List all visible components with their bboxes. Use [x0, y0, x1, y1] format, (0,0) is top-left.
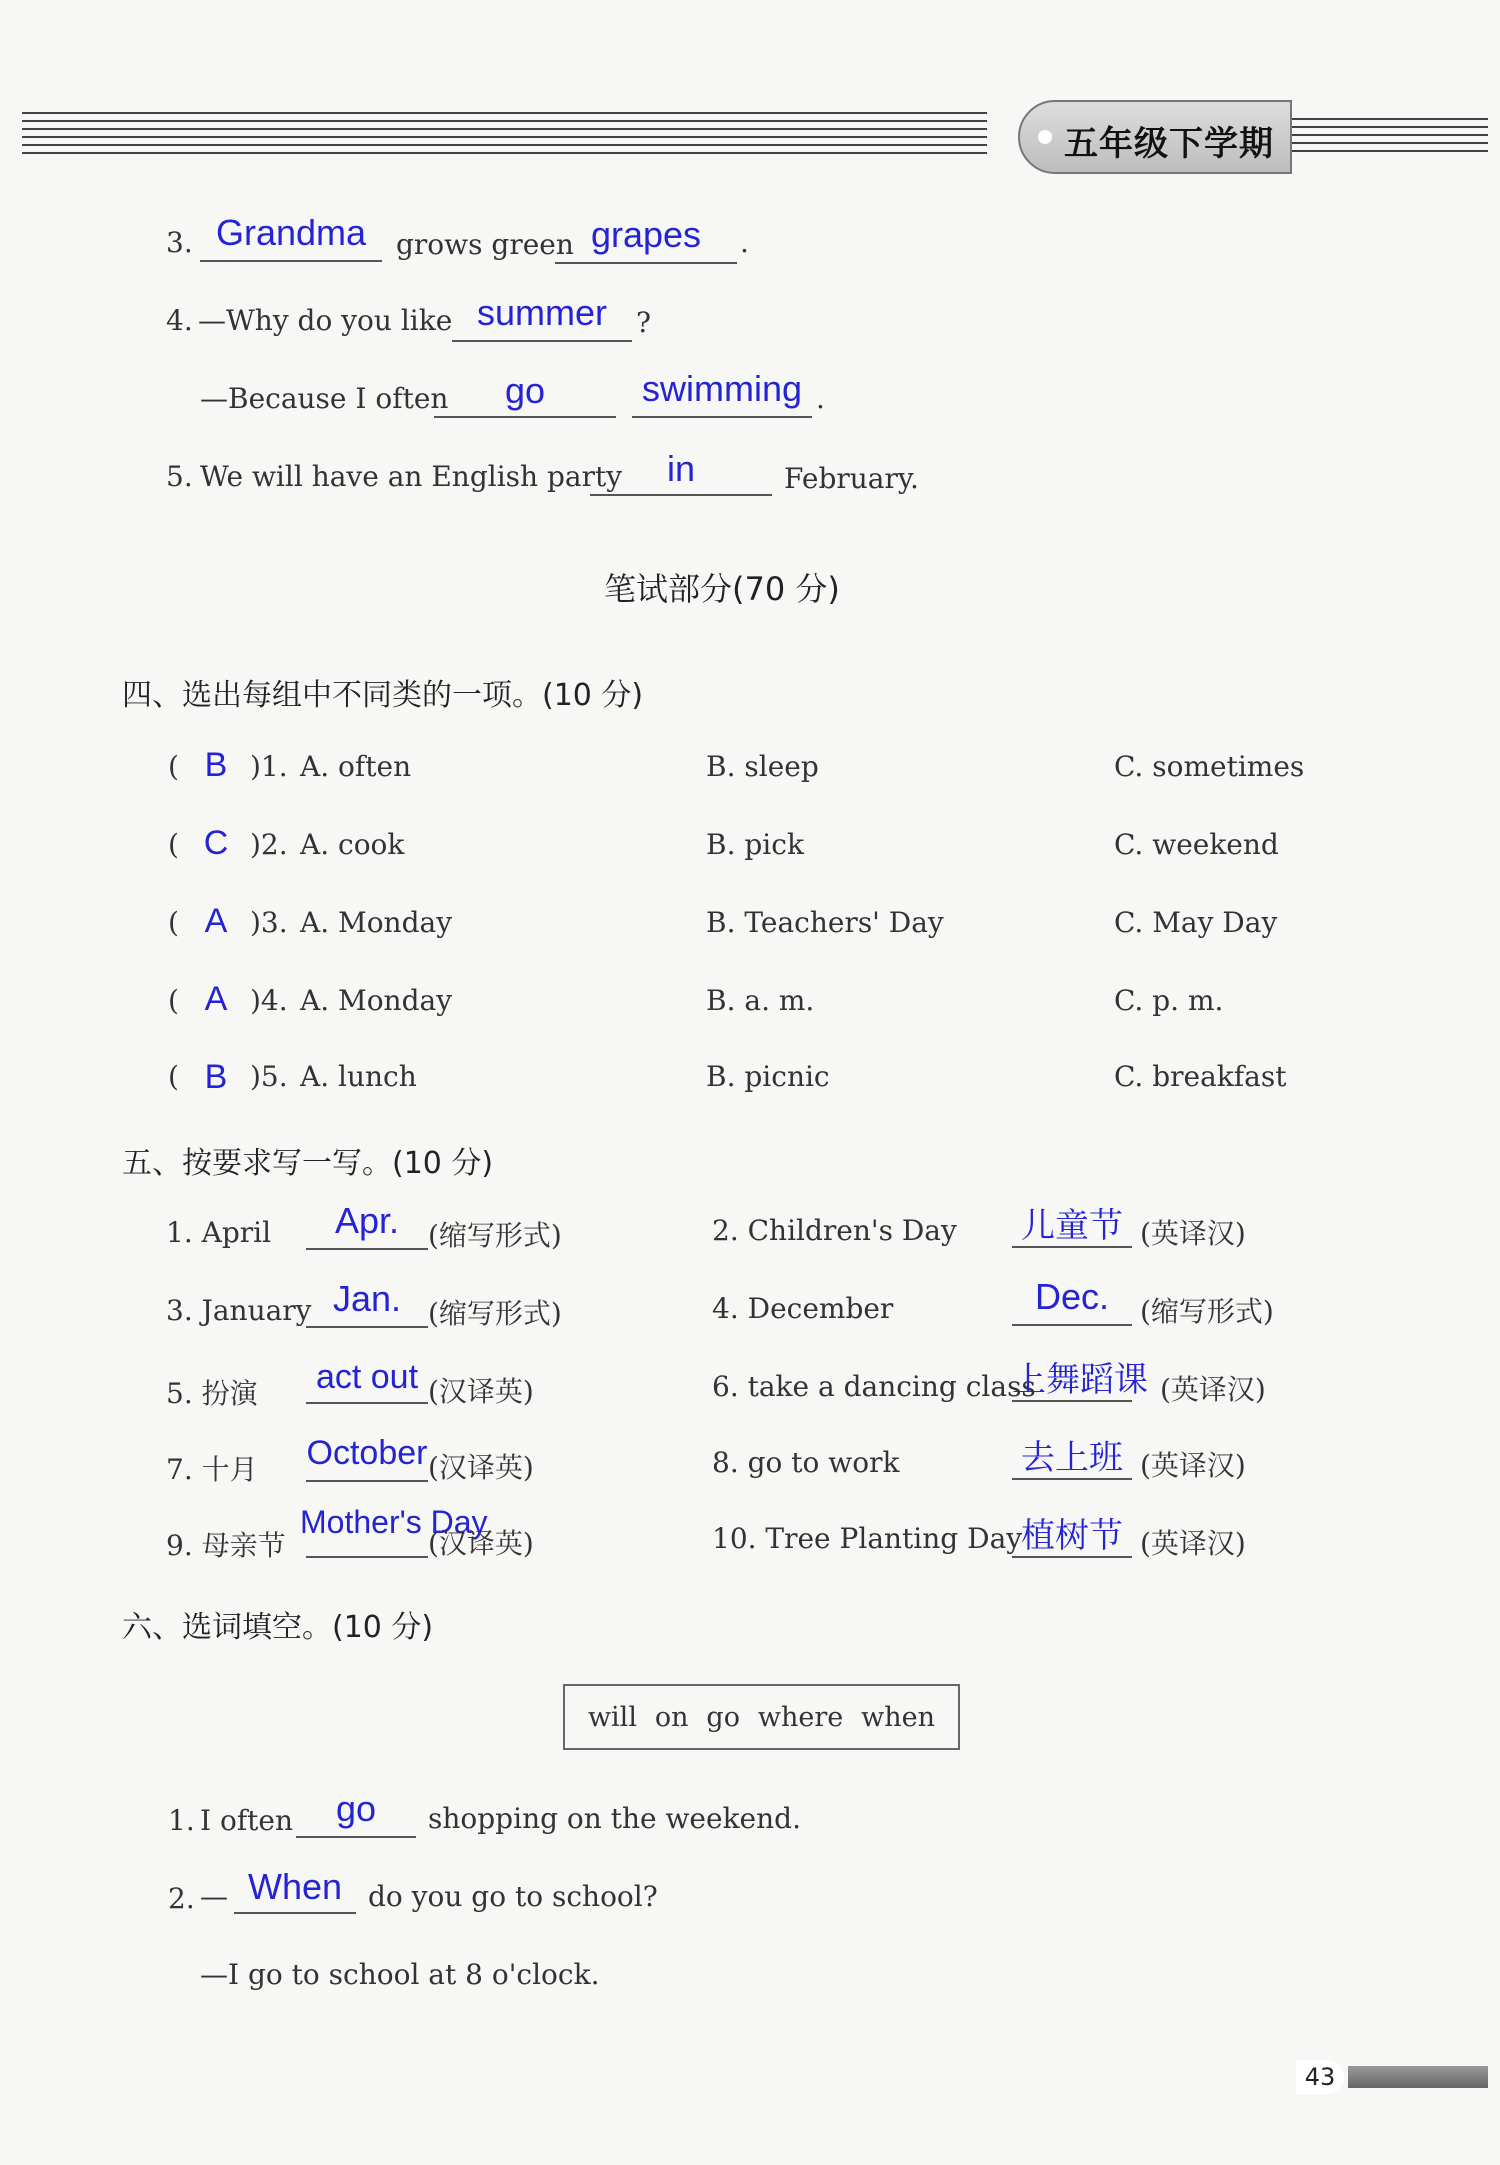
- option-b: B. sleep: [706, 750, 819, 783]
- s5-right-hint: (英译汉): [1140, 1527, 1246, 1560]
- s5-left-label: 7. 十月: [166, 1453, 258, 1486]
- option-b: B. picnic: [706, 1060, 830, 1093]
- s5-right-answer: 植树节: [1021, 1517, 1123, 1555]
- s5-right-label: 8. go to work: [712, 1446, 900, 1479]
- s5-left-answer: Mother's Day: [300, 1504, 488, 1540]
- s5-left-answer: Jan.: [332, 1278, 402, 1319]
- s6-q1-blank[interactable]: [296, 1836, 416, 1838]
- s5-left-label: 1. April: [166, 1216, 272, 1249]
- s6-q1-answer: go: [335, 1788, 377, 1829]
- word-bank-item: will: [587, 1701, 637, 1733]
- s5-left-label: 9. 母亲节: [166, 1529, 286, 1562]
- s5-left-hint: (缩写形式): [428, 1219, 562, 1252]
- q4-end: ?: [636, 306, 652, 339]
- grade-tab: [1018, 100, 1292, 174]
- q3-end: .: [740, 226, 749, 259]
- option-a: A. Monday: [300, 984, 453, 1017]
- s5-left-hint: (汉译英): [428, 1451, 534, 1484]
- section4-title: 四、选出每组中不同类的一项。(10 分): [122, 678, 644, 713]
- s5-left-blank[interactable]: [306, 1248, 428, 1250]
- answer-letter: B: [204, 746, 228, 784]
- s5-right-hint: (英译汉): [1140, 1217, 1246, 1250]
- q3-answer-2: grapes: [590, 214, 702, 255]
- q4-reply-answer-2: swimming: [641, 368, 802, 409]
- s5-right-answer: Dec.: [1034, 1276, 1110, 1317]
- answer-letter: A: [204, 980, 228, 1018]
- word-bank: [563, 1684, 960, 1750]
- q4-reply-blank-1[interactable]: [434, 416, 616, 418]
- option-b: B. pick: [706, 828, 804, 861]
- q3-blank-1[interactable]: [200, 260, 382, 262]
- s5-left-hint: (缩写形式): [428, 1297, 562, 1330]
- s6-q2-answer: When: [247, 1866, 343, 1907]
- s5-right-answer: 上舞蹈课: [1012, 1361, 1148, 1399]
- q5-end: February.: [784, 462, 919, 495]
- s5-right-label: 10. Tree Planting Day: [712, 1522, 1023, 1555]
- q5-answer: in: [666, 448, 696, 489]
- header-rule-right: [1292, 118, 1488, 158]
- option-b: B. a. m.: [706, 984, 815, 1017]
- s5-right-label: 4. December: [712, 1292, 894, 1325]
- word-bank-item: when: [861, 1701, 935, 1733]
- s5-left-answer: October: [306, 1434, 428, 1472]
- s6-q1-after: shopping on the weekend.: [428, 1802, 801, 1835]
- grade-label: 五年级下学期: [1064, 124, 1274, 164]
- q4-answer: summer: [476, 292, 607, 333]
- q3-number: 3.: [166, 226, 193, 259]
- s5-left-blank[interactable]: [306, 1402, 428, 1404]
- s5-right-hint: (缩写形式): [1140, 1295, 1274, 1328]
- option-a: A. Monday: [300, 906, 453, 939]
- bullet-dot-icon: [1038, 130, 1052, 144]
- item-number: )4.: [250, 984, 288, 1017]
- s5-left-hint: (汉译英): [428, 1527, 534, 1560]
- s6-q2-dash: —: [200, 1880, 228, 1913]
- s5-right-label: 2. Children's Day: [712, 1214, 957, 1247]
- q5-blank[interactable]: [590, 494, 772, 496]
- q4-reply-end: .: [816, 382, 825, 415]
- s5-right-hint: (英译汉): [1140, 1449, 1246, 1482]
- s5-right-blank[interactable]: [1012, 1324, 1132, 1326]
- q3-answer-1: Grandma: [215, 212, 367, 253]
- option-c: C. May Day: [1114, 906, 1278, 939]
- option-a: A. cook: [300, 828, 405, 861]
- s6-q1-number: 1.: [168, 1804, 195, 1837]
- q4-blank[interactable]: [452, 340, 632, 342]
- s5-left-blank[interactable]: [306, 1480, 428, 1482]
- s5-left-label: 5. 扮演: [166, 1377, 258, 1410]
- s6-q1-before: I often: [200, 1804, 294, 1837]
- option-a: A. lunch: [300, 1060, 417, 1093]
- q5-text: We will have an English party: [200, 460, 623, 493]
- page-number: 43: [1296, 2060, 1344, 2094]
- option-c: C. p. m.: [1114, 984, 1224, 1017]
- footer-bar: [1348, 2066, 1488, 2088]
- written-part-title: 笔试部分(70 分): [604, 570, 840, 608]
- answer-letter: C: [203, 824, 229, 862]
- q4-reply-blank-2[interactable]: [632, 416, 812, 418]
- s5-left-label: 3. January: [166, 1294, 312, 1327]
- answer-letter: A: [204, 902, 228, 940]
- s5-right-answer: 儿童节: [1021, 1207, 1123, 1245]
- q3-blank-2[interactable]: [555, 262, 737, 264]
- s6-q2-number: 2.: [168, 1882, 195, 1915]
- s5-left-answer: act out: [315, 1358, 419, 1396]
- s5-left-blank[interactable]: [306, 1556, 428, 1558]
- option-c: C. breakfast: [1114, 1060, 1287, 1093]
- option-c: C. weekend: [1114, 828, 1279, 861]
- option-a: A. often: [300, 750, 412, 783]
- item-number: )5.: [250, 1060, 288, 1093]
- item-number: )1.: [250, 750, 288, 783]
- s5-right-label: 6. take a dancing class: [712, 1370, 1036, 1403]
- s6-q2-reply: —I go to school at 8 o'clock.: [200, 1958, 600, 1991]
- item-number: )3.: [250, 906, 288, 939]
- s5-left-answer: Apr.: [334, 1200, 400, 1241]
- s6-q2-blank[interactable]: [234, 1912, 356, 1914]
- word-bank-item: on: [654, 1701, 689, 1733]
- q4-question: —Why do you like: [198, 304, 453, 337]
- s5-left-hint: (汉译英): [428, 1375, 534, 1408]
- word-bank-item: where: [757, 1701, 844, 1733]
- word-bank-item: go: [706, 1701, 740, 1733]
- s5-right-hint: (英译汉): [1160, 1373, 1266, 1406]
- q4-number: 4.: [166, 304, 193, 337]
- q4-reply: —Because I often: [200, 382, 449, 415]
- q3-text: grows green: [396, 228, 574, 261]
- item-number: )2.: [250, 828, 288, 861]
- s6-q2-after: do you go to school?: [368, 1880, 658, 1913]
- section5-title: 五、按要求写一写。(10 分): [122, 1146, 494, 1181]
- section6-title: 六、选词填空。(10 分): [122, 1610, 434, 1645]
- q5-number: 5.: [166, 460, 193, 493]
- s5-right-answer: 去上班: [1021, 1439, 1123, 1477]
- header-rule-left: [22, 112, 987, 156]
- s5-left-blank[interactable]: [306, 1326, 428, 1328]
- option-c: C. sometimes: [1114, 750, 1305, 783]
- option-b: B. Teachers' Day: [706, 906, 944, 939]
- q4-reply-answer-1: go: [504, 370, 546, 411]
- answer-letter: B: [204, 1058, 228, 1096]
